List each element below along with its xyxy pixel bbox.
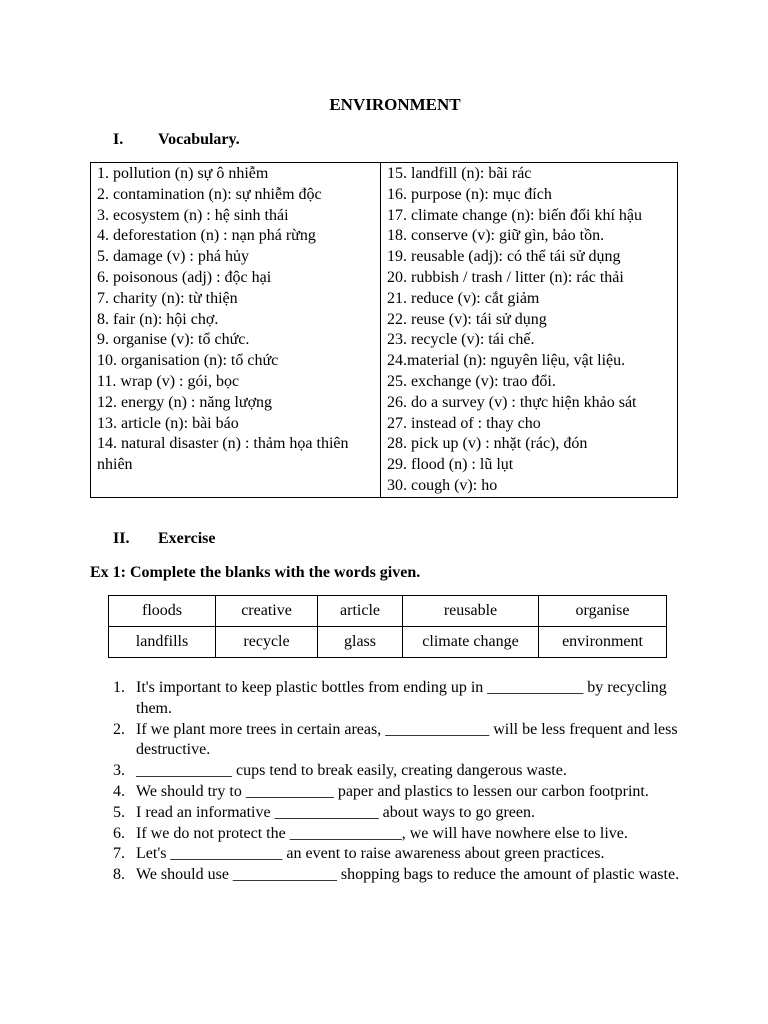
- question-item: [113, 803, 693, 824]
- section-label: Vocabulary.: [158, 131, 240, 148]
- question-text: ____________ cups tend to break easily, creating dangerous waste.: [136, 762, 567, 780]
- vocab-item: 25. exchange (v): trao đổi.: [387, 372, 556, 390]
- vocabulary-table: [90, 162, 678, 498]
- word-bank-cell: article: [318, 596, 403, 627]
- vocab-item: 3. ecosystem (n) : hệ sinh thái: [97, 206, 289, 224]
- vocabulary-column-right: [381, 163, 678, 498]
- question-item: [113, 782, 693, 803]
- vocab-item: 16. purpose (n): mục đích: [387, 185, 552, 203]
- word-bank-row: [109, 596, 667, 627]
- word-bank-row: [109, 627, 667, 658]
- vocab-item: 4. deforestation (n) : nạn phá rừng: [97, 227, 316, 245]
- vocab-item: 14. natural disaster (n) : thảm họa thiên nhiên: [97, 435, 349, 474]
- question-item: [113, 678, 693, 720]
- exercise-1-questions: [113, 678, 693, 886]
- question-item: [113, 865, 693, 886]
- question-text: I read an informative _____________ about ways to go green.: [136, 803, 536, 821]
- question-item: [113, 761, 693, 782]
- vocab-item: 9. organise (v): tổ chức.: [97, 331, 250, 349]
- question-text: If we plant more trees in certain areas, _____________ will be less frequent and less destructive.: [136, 720, 678, 759]
- vocab-item: 22. reuse (v): tái sử dụng: [387, 310, 547, 328]
- vocab-item: 2. contamination (n): sự nhiễm độc: [97, 185, 322, 203]
- vocab-item: 10. organisation (n): tổ chức: [97, 352, 279, 370]
- word-bank-cell: reusable: [403, 596, 539, 627]
- vocab-item: 20. rubbish / trash / litter (n): rác thải: [387, 268, 624, 286]
- section-exercise-heading: [113, 529, 215, 550]
- vocab-item: 12. energy (n) : năng lượng: [97, 393, 273, 411]
- section-number: II.: [113, 530, 130, 547]
- question-number: 6.: [113, 824, 125, 842]
- vocabulary-column-left: [91, 163, 381, 498]
- vocab-item: 8. fair (n): hội chợ.: [97, 310, 219, 328]
- vocab-item: 13. article (n): bài báo: [97, 414, 239, 432]
- question-number: 5.: [113, 803, 125, 821]
- question-number: 4.: [113, 782, 125, 800]
- question-text: It's important to keep plastic bottles from ending up in ____________ by recycling them.: [136, 679, 667, 717]
- vocab-item: 17. climate change (n): biến đổi khí hậu: [387, 206, 643, 224]
- question-number: 2.: [113, 720, 125, 738]
- question-text: Let's ______________ an event to raise awareness about green practices.: [136, 845, 605, 863]
- vocab-item: 27. instead of : thay cho: [387, 414, 541, 432]
- question-number: 8.: [113, 866, 125, 884]
- section-number: I.: [113, 131, 124, 148]
- question-item: [113, 720, 693, 762]
- section-vocabulary-heading: [113, 130, 240, 151]
- question-number: 1.: [113, 679, 125, 696]
- vocab-item: 24.material (n): nguyên liệu, vật liệu.: [387, 352, 626, 370]
- question-item: [113, 844, 693, 865]
- exercise-1-title: Ex 1: Complete the blanks with the words given.: [90, 564, 421, 581]
- vocab-item: 29. flood (n) : lũ lụt: [387, 456, 514, 474]
- word-bank-cell: landfills: [109, 627, 216, 658]
- vocab-item: 6. poisonous (adj) : độc hại: [97, 268, 272, 286]
- vocab-item: 30. cough (v): ho: [387, 476, 498, 494]
- word-bank-cell: organise: [539, 596, 667, 627]
- word-bank-cell: glass: [318, 627, 403, 658]
- word-bank-table: [108, 595, 667, 658]
- vocab-item: 23. recycle (v): tái chế.: [387, 331, 535, 349]
- question-item: [113, 824, 693, 845]
- question-number: 7.: [113, 845, 125, 863]
- vocab-item: 28. pick up (v) : nhặt (rác), đón: [387, 435, 588, 453]
- question-text: We should use _____________ shopping bags to reduce the amount of plastic waste.: [136, 866, 680, 884]
- word-bank-cell: creative: [216, 596, 318, 627]
- page-title: ENVIRONMENT: [329, 95, 461, 114]
- word-bank-cell: environment: [539, 627, 667, 658]
- vocab-item: 18. conserve (v): giữ gìn, bảo tồn.: [387, 227, 605, 245]
- vocab-item: 26. do a survey (v) : thực hiện khảo sát: [387, 393, 637, 411]
- vocab-item: 1. pollution (n) sự ô nhiễm: [97, 165, 269, 182]
- vocab-item: 7. charity (n): từ thiện: [97, 289, 238, 307]
- vocab-item: 5. damage (v) : phá hủy: [97, 248, 249, 266]
- vocab-item: 19. reusable (adj): có thể tái sử dụng: [387, 248, 621, 266]
- vocab-item: 21. reduce (v): cắt giảm: [387, 289, 540, 307]
- word-bank-cell: climate change: [403, 627, 539, 658]
- word-bank-cell: recycle: [216, 627, 318, 658]
- word-bank-cell: floods: [109, 596, 216, 627]
- section-label: Exercise: [158, 530, 216, 547]
- vocab-item: 15. landfill (n): bãi rác: [387, 165, 532, 182]
- question-text: We should try to ___________ paper and plastics to lessen our carbon footprint.: [136, 782, 649, 800]
- vocab-item: 11. wrap (v) : gói, bọc: [97, 372, 240, 390]
- question-text: If we do not protect the ______________, we will have nowhere else to live.: [136, 824, 628, 842]
- question-number: 3.: [113, 762, 125, 780]
